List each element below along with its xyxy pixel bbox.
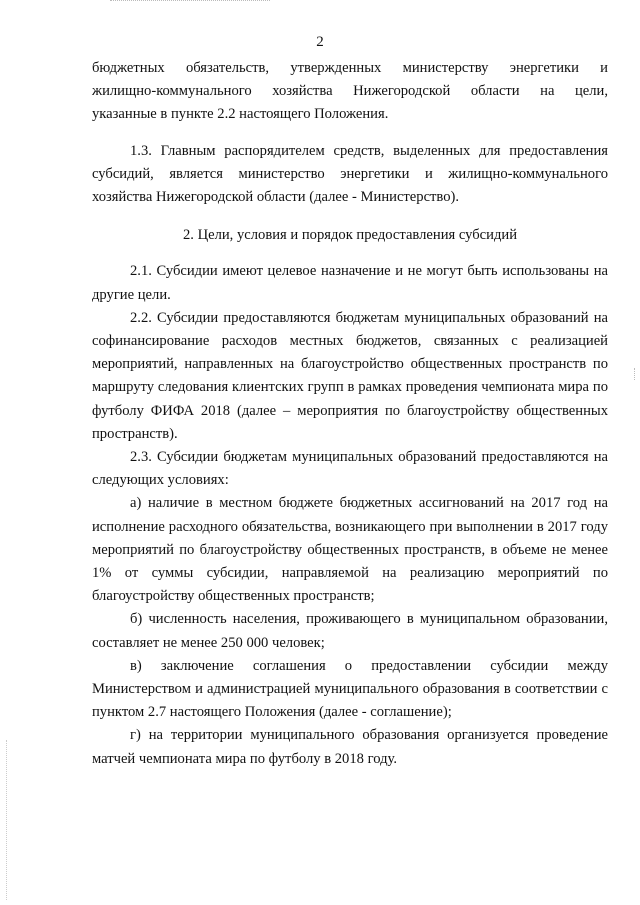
paragraph-continuation-line-2: жилищно-коммунального хозяйства Нижегородской области на цели, bbox=[92, 83, 608, 100]
paragraph-2-3: 2.3. Субсидии бюджетам муниципальных образований предоставляются на следующих условиях: bbox=[92, 449, 608, 489]
paragraph-2-2: 2.2. Субсидии предоставляются бюджетам муниципальных образований на софинансирование расходов местных бюджетов, связанных с реализацией мероприятий, направленных на благоустройство общественных пространств по маршруту следования клиентских групп в рамках проведения чемпионата мира по футболу ФИФА 2018 (далее – мероприятия по благоустройству общественных пространств). bbox=[92, 309, 608, 442]
scan-artifact-left bbox=[6, 740, 8, 900]
paragraph-2-1: 2.1. Субсидии имеют целевое назначение и не могут быть использованы на другие цели. bbox=[92, 263, 608, 303]
document-body bbox=[92, 57, 608, 771]
scan-artifact-right bbox=[634, 368, 636, 380]
section-2-heading: 2. Цели, условия и порядок предоставления субсидий bbox=[182, 227, 518, 244]
paragraph-2-3-v: в) заключение соглашения о предоставлении субсидии между Министерством и администрацией муниципального образования в соответствии с пунктом 2.7 настоящего Положения (далее - соглашение); bbox=[92, 657, 608, 721]
paragraph-2-3-b: б) численность населения, проживающего в муниципальном образовании, составляет не менее 250 000 человек; bbox=[92, 611, 608, 651]
paragraph-2-3-a: а) наличие в местном бюджете бюджетных ассигнований на 2017 год на исполнение расходного обязательства, возникающего при выполнении в 2017 году мероприятий по благоустройству общественных пространств, в объеме не менее 1% от суммы субсидии, направляемой на реализацию мероприятий по благоустройству общественных пространств; bbox=[92, 495, 608, 605]
paragraph-2-3-g: г) на территории муниципального образования организуется проведение матчей чемпионата мира по футболу в 2018 году. bbox=[92, 727, 608, 767]
paragraph-continuation-line-3: указанные в пункте 2.2 настоящего Положения. bbox=[92, 106, 389, 123]
scan-artifact-top bbox=[110, 0, 270, 5]
page-number: 2 bbox=[316, 34, 324, 50]
paragraph-1-3: 1.3. Главным распорядителем средств, выделенных для предоставления субсидий, является министерство энергетики и жилищно-коммунального хозяйства Нижегородской области (далее - Министерство). bbox=[92, 142, 608, 206]
paragraph-continuation-line-1: бюджетных обязательств, утвержденных министерству энергетики и bbox=[92, 60, 608, 76]
